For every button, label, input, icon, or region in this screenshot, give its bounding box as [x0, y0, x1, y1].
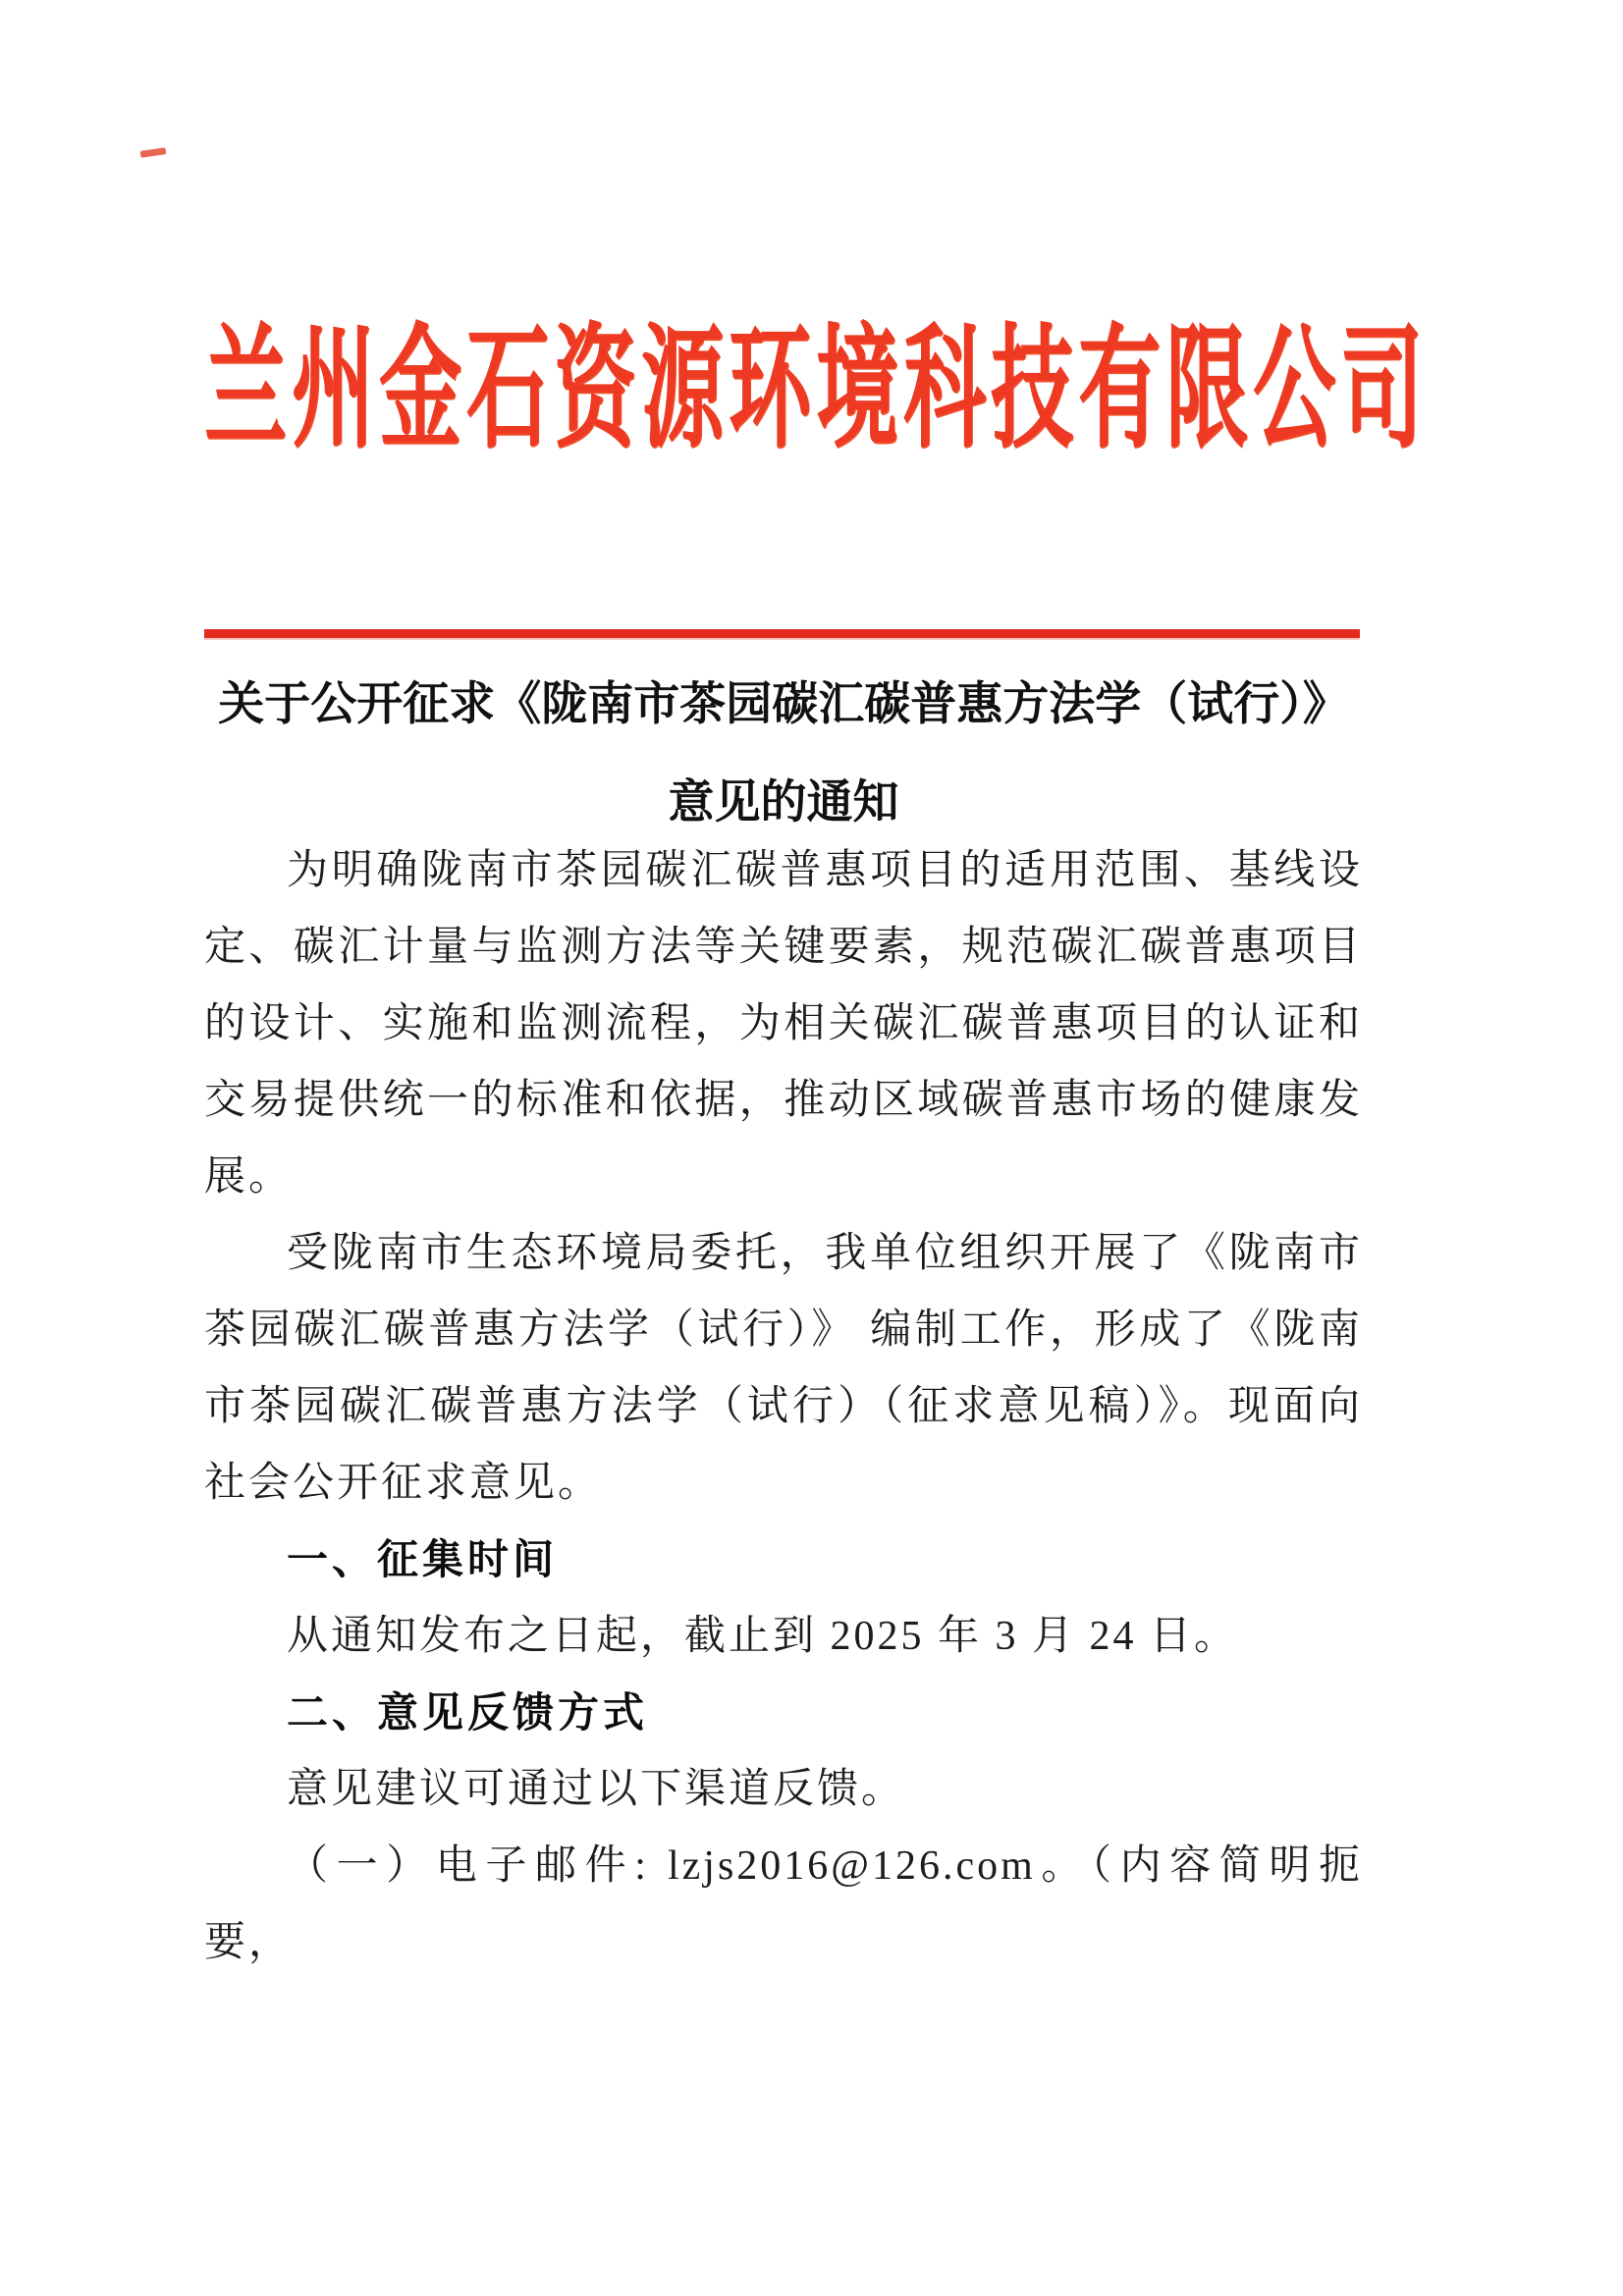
scan-artifact-speck [140, 147, 167, 158]
section-heading-feedback-method: 二、意见反馈方式 [287, 1689, 649, 1735]
letterhead-divider-rule [204, 629, 1360, 638]
paragraph-email-channel: （一）电子邮件: lzjs2016@126.com。（内容简明扼要， [204, 1843, 1363, 1965]
paragraph-background: 受陇南市生态环境局委托，我单位组织开展了《陇南市茶园碳汇碳普惠方法学（试行）》 编制工作，形成了《陇南市茶园碳汇碳普惠方法学（试行）（征求意见稿）》。现面向社会公开征求意见。 [204, 1231, 1363, 1506]
document-title [187, 656, 1380, 852]
document-body [204, 832, 1363, 1981]
paragraph-deadline: 从通知发布之日起，截止到 2025 年 3 月 24 日。 [287, 1614, 1239, 1659]
letterhead-company-name: 兰州金石资源环境科技有限公司 [204, 316, 1429, 465]
document-title-line2: 意见的通知 [668, 777, 899, 828]
paragraph-intro: 为明确陇南市茶园碳汇碳普惠项目的适用范围、基线设定、碳汇计量与监测方法等关键要素，规范碳汇碳普惠项目的设计、实施和监测流程，为相关碳汇碳普惠项目的认证和交易提供统一的标准和依据，推动区域碳普惠市场的健康发展。 [204, 848, 1363, 1200]
document-title-line1: 关于公开征求《陇南市茶园碳汇碳普惠方法学（试行）》 [218, 679, 1349, 730]
paragraph-feedback-intro: 意见建议可通过以下渠道反馈。 [287, 1767, 906, 1812]
section-heading-collection-period: 一、征集时间 [287, 1536, 559, 1582]
